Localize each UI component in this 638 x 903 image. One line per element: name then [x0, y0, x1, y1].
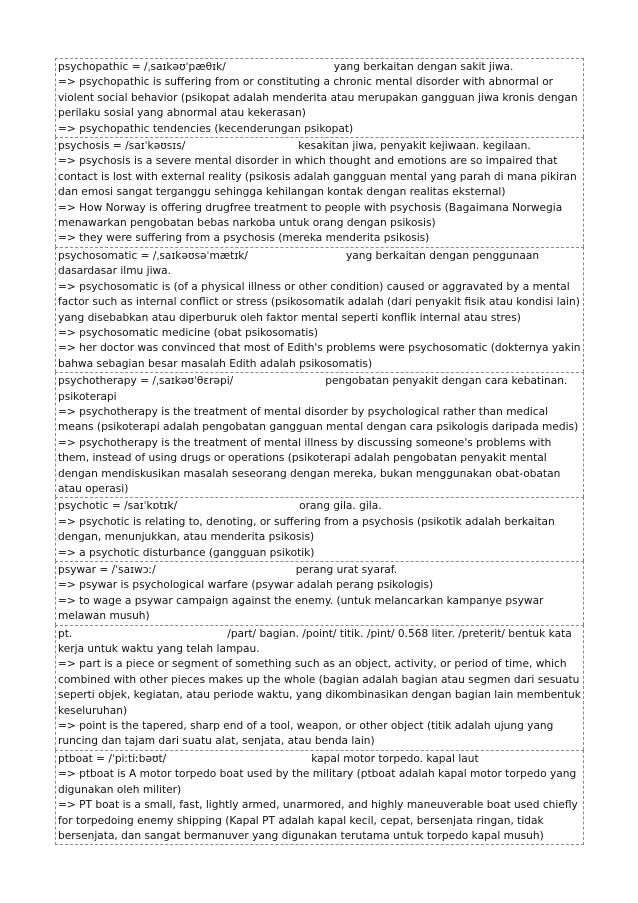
dictionary-entry-psychosomatic [55, 247, 584, 372]
entry-meaning: pengobatan penyakit dengan cara kebatinan. psikoterapi [58, 375, 568, 403]
entry-example: => PT boat is a small, fast, lightly armed, unarmored, and highly maneuverable boat used chiefly for torpedoing enemy shipping (Kapal PT adalah kapal kecil, cepat, bersenjata ringan, tidak bersenjata, dan sangat bermanuver yang digunakan terutama untuk torpedo kapal musuh) [58, 799, 578, 842]
entry-headword: ptboat = /ˈpiːtiːbəʊt/ [58, 752, 167, 765]
entry-headword: psychopathic = /ˌsaɪkəʊˈpæθɪk/ [58, 61, 226, 73]
entry-meaning: orang gila. gila. [299, 500, 382, 513]
entry-headword: psychosomatic = /ˌsaɪkəʊsəˈmætɪk/ [58, 249, 248, 262]
entry-meaning: kapal motor torpedo. kapal laut [311, 752, 479, 765]
entry-example: => psychotherapy is the treatment of mental disorder by psychological rather than medical means (psikoterapi adalah pengobatan gangguan mental dengan cara psikologis daripada medis) [58, 405, 579, 434]
entry-example: => point is the tapered, sharp end of a tool, weapon, or other object (titik adalah ujung yang runcing dan tajam dari suatu alat, senjata, atau benda lain) [58, 720, 554, 748]
dictionary-entry-psychosis [55, 137, 584, 247]
entry-meaning: /part/ bagian. /point/ titik. /pint/ 0.568 liter. /preterit/ bentuk kata kerja untuk waktu yang telah lampau. [58, 627, 572, 656]
dictionary-entry-psywar [55, 561, 584, 625]
entry-example: => a psychotic disturbance (gangguan psikotik) [58, 546, 315, 559]
entry-example: => psychosomatic medicine (obat psikosomatis) [58, 326, 318, 339]
entry-example: => psywar is psychological warfare (psywar adalah perang psikologis) [58, 579, 434, 592]
dictionary-entry-psychotic [55, 497, 584, 561]
entry-example: => part is a piece or segment of something such as an object, activity, or period of time, which combined with other pieces makes up the whole (bagian adalah bagian atau segmen dari sesuatu seperti objek, kegiatan, atau periode waktu, yang dikombinasikan dengan bagian lain membentuk keseluruhan) [58, 658, 581, 717]
dictionary-page [55, 58, 584, 845]
entry-headword: psywar = /ˈsaɪwɔː/ [58, 564, 156, 576]
entry-example: => psychopathic tendencies (kecenderungan psikopat) [58, 122, 354, 135]
entry-example: => psychopathic is suffering from or constituting a chronic mental disorder with abnormal or violent social behavior (psikopat adalah menderita atau merupakan gangguan jiwa kronis dengan perilaku sosial yang abnormal atau kekerasan) [58, 76, 578, 120]
dictionary-entry-pt [55, 625, 584, 750]
entry-headword: psychosis = /saɪˈkəʊsɪs/ [58, 140, 186, 153]
entry-example: => psychosis is a severe mental disorder in which thought and emotions are so impaired that contact is lost with external reality (psikosis adalah gangguan mental yang parah di mana pikiran dan emosi sangat terganggu sehingga kehilangan kontak dengan realitas eksternal) [58, 155, 577, 199]
entry-example: => How Norway is offering drugfree treatment to people with psychosis (Bagaimana Norwegia menawarkan pengobatan bebas narkoba untuk orang dengan psikosis) [58, 201, 563, 230]
entry-headword: psychotic = /saɪˈkɒtɪk/ [58, 500, 178, 513]
entry-example: => psychosomatic is (of a physical illness or other condition) caused or aggravated by a mental factor such as internal conflict or stress (psikosomatik adalah (dari penyakit fisik atau kondisi lain) yang disebabkan atau diperburuk oleh faktor mental seperti konflik internal atau stres) [58, 280, 580, 324]
entry-example: => ptboat is A motor torpedo boat used by the military (ptboat adalah kapal motor torpedo yang digunakan oleh militer) [58, 768, 577, 796]
dictionary-entry-ptboat [55, 750, 584, 845]
dictionary-entry-psychopathic [55, 58, 584, 137]
entry-headword: pt. [58, 627, 73, 640]
entry-example: => they were suffering from a psychosis (mereka menderita psikosis) [58, 232, 430, 245]
entry-meaning: kesakitan jiwa, penyakit kejiwaan. kegilaan. [298, 140, 531, 153]
entry-headword: psychotherapy = /ˌsaɪkəʊˈθɛrəpi/ [58, 375, 234, 388]
entry-example: => psychotic is relating to, denoting, or suffering from a psychosis (psikotik adalah berkaitan dengan, menunjukkan, atau menderita psikosis) [58, 515, 555, 544]
entry-example: => her doctor was convinced that most of Edith's problems were psychosomatic (dokternya yakin bahwa sebagian besar masalah Edith adalah psikosomatis) [58, 342, 581, 370]
entry-meaning: yang berkaitan dengan penggunaan dasardasar ilmu jiwa. [58, 249, 540, 278]
entry-meaning: perang urat syaraf. [295, 564, 398, 576]
entry-example: => to wage a psywar campaign against the enemy. (untuk melancarkan kampanye psywar melawan musuh) [58, 594, 544, 623]
entry-example: => psychotherapy is the treatment of mental illness by discussing someone's problems with them, instead of using drugs or operations (psikoterapi adalah pengobatan penyakit mental dengan mendiskusikan masalah seseorang dengan mereka, bukan menggunakan obat-obatan atau operasi) [58, 436, 561, 495]
dictionary-entry-psychotherapy [55, 372, 584, 497]
entry-meaning: yang berkaitan dengan sakit jiwa. [333, 61, 514, 73]
